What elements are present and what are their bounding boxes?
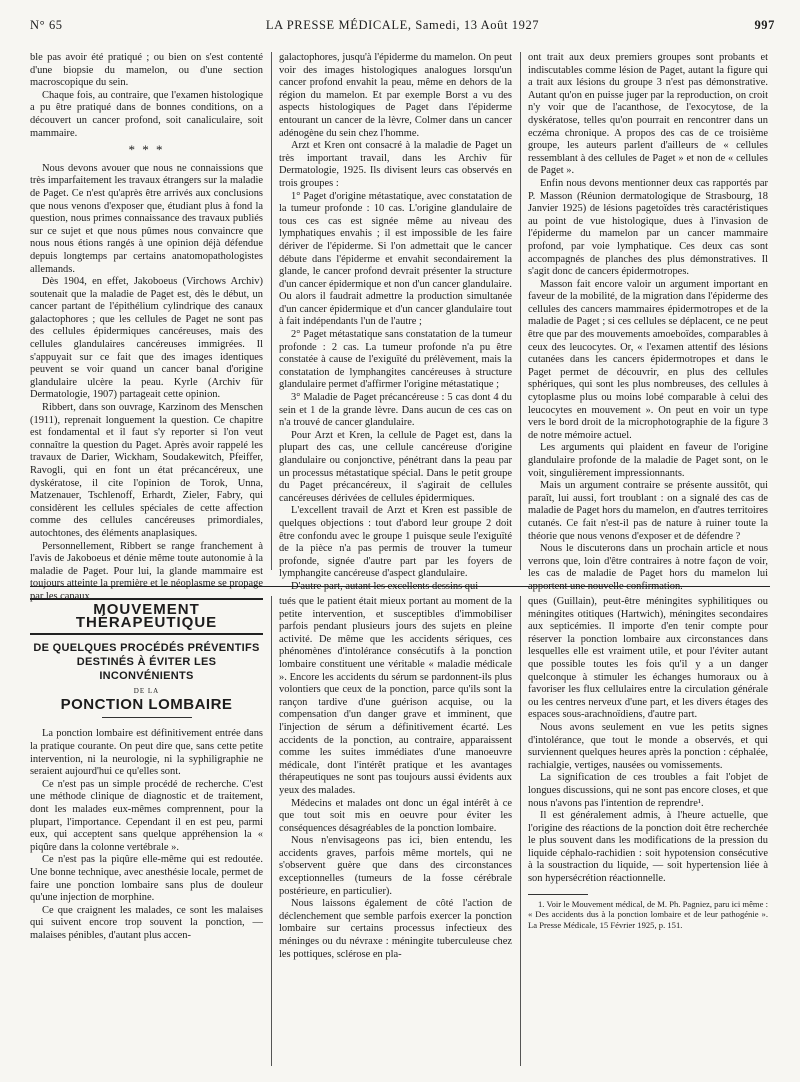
paragraph: Ribbert, dans son ouvrage, Karzinom des Menschen (1911), reprenait longuement la question. Ce chapitre est fondamental et il faut s'y reporter si l'on veut connaître la question du Paget. Après avoir rappelé les travaux de Darier, Wickham, Soudakewitch, Pfeiffer, Ravogli, qui en font un état précancéreux, une dyskératose, il cite l'opinion de Torok, Unna, Matzenauer, Tschlenoff, Erhardt, Zieler, Fabry, qui considèrent les cellules spéciales de cette affection comme des cellules cancéreuses primordiales, autochtones, des éléments anaplasiques. (30, 402, 263, 539)
title-underline (102, 717, 192, 718)
paragraph: Nous n'envisageons pas ici, bien entendu, les accidents graves, parfois même mortels, qui ne s'observent guère que dans des circonstances exceptionnelles (tumeurs de la fosse cérébrale postérieure, en particulier). (279, 835, 512, 897)
paragraph: Ce n'est pas un simple procédé de recherche. C'est une méthode clinique de diagnostic et de traitement, dont les malades eux-mêmes comprennent, pour la plupart, l'importance. Cependant il en est peu, parmi eux, qui acceptent sans quelque appréhension la « piqûre dans la colonne vertébrale ». (30, 778, 263, 853)
paragraph: 3° Maladie de Paget précancéreuse : 5 cas dont 4 du sein et 1 de la grande lèvre. Dans aucun de ces cas on n'a trouvé de cancer glandulaire. (279, 392, 512, 429)
page-number: 997 (754, 18, 775, 32)
paragraph: Ce n'est pas la piqûre elle-même qui est redoutée. Une bonne technique, avec anesthésie locale, permet de faire une ponction lombaire sans plus de douleur qu'une injection de morphine. (30, 854, 263, 904)
issue-number: N° 65 (30, 18, 63, 32)
paragraph: ques (Guillain), peut-être méningites syphilitiques ou méningites otitiques (Hartwich), méningites secondaires aux septicémies. Il importe d'en tenir compte pour réserver la ponction lombaire aux circonstances dans lesquelles elle est vraiment utile, et pour l'éviter autant que possible toutes les fois qu'il y a un danger quelconque à stimuler les échanges humoraux ou à favoriser les flux cellulaires entre la circulation générale ou les centres nerveux d'une part, et les divers étages des espaces sous-arachnoïdiens, d'autre part. (528, 596, 768, 721)
paragraph: L'excellent travail de Arzt et Kren est passible de quelques objections : tout d'abord leur groupe 2 doit être confondu avec le groupe 1 puisque seule l'exiguïté de la pièce n'a pas permis de trouver la tumeur profonde, signée d'autre part par les foyers de lymphangite cancéreuse d'aspect glandulaire. (279, 505, 512, 580)
article-paget-column-3 (528, 52, 768, 592)
article-subtitle: DE QUELQUES PROCÉDÉS PRÉVENTIFS DESTINÉS À ÉVITER LES INCONVÉNIENTS (33, 642, 260, 683)
paragraph: La signification de ces troubles a fait l'objet de longues discussions, qui ne sont pas encore closes, et que nous n'avons pas l'intention de reprendre¹. (528, 772, 768, 809)
paragraph: Pour Arzt et Kren, la cellule de Paget est, dans la plupart des cas, une cellule cancéreuse d'origine glandulaire ou conjonctive, pénétrant dans la peau par un processus métastatique spécial. Dans le petit groupe du Paget précancéreux, il s'agirait de cellules cancéreuses dérivées de cellules épidermiques. (279, 429, 512, 504)
paragraph: 2° Paget métastatique sans constatation de la tumeur profonde : 2 cas. La tumeur profonde n'a pu être constatée à cause de l'exiguïté du prélèvement, mais la constatation de lymphangites cancéreuses à structure glandulaire permet d'affirmer l'origine métastatique ; (279, 329, 512, 391)
paragraph: galactophores, jusqu'à l'épiderme du mamelon. On peut voir des images histologiques analogues lorsqu'un cancer profond envahit la peau, même en dehors de la région du mamelon. Et par exemple Borst a vu des aspects histologiques de Paget dans l'épiderme entourant un cancer de la lèvre, Colmer dans un cancer adénogène du sein chez l'homme. (279, 52, 512, 139)
running-header (30, 18, 775, 38)
paragraph: Arzt et Kren ont consacré à la maladie de Paget un très important travail, dans les Archiv für Dermatologie, 1925. Ils divisent leurs cas observés en trois groupes : (279, 140, 512, 189)
footnote-rule (528, 894, 588, 895)
article-title: PONCTION LOMBAIRE (60, 695, 233, 713)
paragraph: tués que le patient était mieux portant au moment de la petite intervention, et susceptibles d'immobiliser parfois pendant plusieurs jours des sujets en pleine activité. De même que les accidents sériques, ces phénomènes d'intolérance consécutifs à la ponction lombaire constituent une véritable « maladie médicale ». Encore les accidents du sérum se pardonnent-ils plus volontiers que ceux de la ponction, parce qu'ils sont la rançon tardive d'une guérison acquise, ou la compensation d'un danger grave et imminent, que l'injection de sérum a définitivement écarté. Les accidents de la ponction, au contraire, apparaissent comme les suites immédiates d'une manoeuvre médicale, dont l'intérêt pratique et les avantages thérapeutiques ne sont pas toujours aussi évidents aux yeux des malades. (279, 596, 512, 796)
paragraph: La ponction lombaire est définitivement entrée dans la pratique courante. On peut dire que, sans cette petite intervention, ni la neurologie, ni la syphiligraphie ne seraient aujourd'hui ce qu'elles sont. (30, 728, 263, 778)
article-subtitle-connector: DE LA (133, 687, 160, 696)
article-ponction-column-2 (279, 596, 512, 1071)
paragraph: ont trait aux deux premiers groupes sont probants et indiscutables comme lésion de Paget, autant la figure qui a trait aux lésions du groupe 3 n'est pas démonstrative. Autant qu'on en puisse juger par la reproduction, on croit n'y voir que de l'acanthose, de l'exocytose, de la dyskératose, telles qu'on pourrait en rencontrer dans un eczéma chronique. A propos des cas de ce troisième groupe, les auteurs parlent d'ailleurs de « cellules ressemblant à des cellules de Paget » et non de « cellules de Paget ». (528, 52, 768, 177)
paragraph: Il est généralement admis, à l'heure actuelle, que l'origine des réactions de la ponction doit être recherchée le plus souvent dans les modifications de la pression du liquide céphalo-rachidien : soit hypotension consécutive à la soustraction du liquide, — soit hypertension liée à son hypersécrétion réactionnelle. (528, 810, 768, 885)
paragraph: Nous le discuterons dans un prochain article et nous verrons que, loin d'être contraires à notre façon de voir, les cas de maladie de Paget hors du mamelon lui apportent une nouvelle confirmation. (528, 543, 768, 592)
footnote: 1. Voir le Mouvement médical, de M. Ph. Pagniez, paru ici même : « Des accidents dus à la ponction lombaire et de leur pathogénie ». La Presse Médicale, 15 Février 1925, p. 151. (528, 898, 768, 930)
paragraph: Nous laissons également de côté l'action de déclenchement que semble parfois exercer la ponction lombaire sur certains processus infectieux des méninges ou du névraxe : méningite tuberculeuse chez les pottiques, sclérose en pla- (279, 898, 512, 960)
paragraph: Enfin nous devons mentionner deux cas rapportés par P. Masson (Réunion dermatologique de Strasbourg, 18 Janvier 1925) de lésions pagetoïdes très caractéristiques au point de vue histologique, dues à l'invasion de l'épiderme du mamelon par un cancer mammaire profond, par voie lymphatique. Ces deux cas sont accompagnés de planches des plus démonstratives. Il s'agit donc de cancers épidermotropes. (528, 177, 768, 278)
paragraph: Personnellement, Ribbert se range franchement à l'avis de Jakoboeus et dénie même toute autonomie à la maladie de Paget. Pour lui, la glande mammaire est toujours atteinte la première et le néoplasme se propage par les canaux (30, 540, 263, 602)
paragraph: Les arguments qui plaident en faveur de l'origine glandulaire profonde de la maladie de Paget sont, on le voit, singulièrement impressionnants. (528, 442, 768, 479)
journal-title: LA PRESSE MÉDICALE, Samedi, 13 Août 1927 (265, 18, 540, 32)
paragraph: Dès 1904, en effet, Jakoboeus (Virchows Archiv) soutenait que la maladie de Paget est, dès le début, un cancer partant de l'épithélium cylindrique des canaux galactophores ; que les cellules de Paget ne sont pas des cellules épidermiques cancéreuses, mais des cellules glandulaires cancéreuses immigrées. Il s'appuyait sur ce fait que des images identiques peuvent se voir quand un cancer banal d'origine glandulaire ulcère la peau. Kyrle (Archiv für Dermatologie, 1907) partageait cette opinion. (30, 276, 263, 401)
column-rule (520, 52, 521, 570)
article-paget-column-1 (30, 52, 263, 602)
article-ponction-column-1 (30, 596, 263, 1071)
paragraph: Ce que craignent les malades, ce sont les malaises qui suivent encore trop souvent la ponction, — malaises pénibles, d'autant plus accen- (30, 904, 263, 941)
paragraph: Médecins et malades ont donc un égal intérêt à ce que tout soit mis en oeuvre pour éviter les conséquences désagréables de la ponction lombaire. (279, 797, 512, 834)
paragraph: Chaque fois, au contraire, que l'examen histologique a pu être pratiqué dans de bonnes conditions, on a découvert un cancer profond, soit canaliculaire, soit mammaire. (30, 89, 263, 139)
paragraph: 1° Paget d'origine métastatique, avec constatation de la tumeur profonde : 10 cas. L'origine glandulaire de tous ces cas est signée même au niveau des lymphatiques envahis ; il est impossible de les faire dériver de l'épiderme. Si l'on admettait que le cancer débute dans l'épiderme et envahit secondairement la glande, le cancer profond devrait présenter la structure d'un cancer épidermique et non d'un cancer glandulaire. Ou alors il faudrait admettre la production simultanée d'un cancer épidermique et d'un cancer glandulaire tout à fait indépendants l'un de l'autre ; (279, 190, 512, 328)
paragraph: Mais un argument contraire se présente aussitôt, qui paraît, lui aussi, fort troublant : on a signalé des cas de maladie de Paget hors du mamelon, en d'autres territoires cutanés. Ce fait n'est-il pas de nature à ruiner toute la théorie que nous venons d'exposer et de défendre ? (528, 480, 768, 542)
column-rule (520, 596, 521, 1066)
section-separator-stars: * * * (128, 142, 165, 158)
paragraph: D'autre part, autant les excellents dessins qui (291, 580, 479, 592)
paragraph: Nous avons seulement en vue les petits signes d'intolérance, que tout le monde a observés, et qui surviennent quelques heures après la ponction : céphalée, rachialgie, vertiges, nausées ou vomissements. (528, 721, 768, 771)
paragraph: ble pas avoir été pratiqué ; ou bien on s'est contenté d'une biopsie du mamelon, ou d'une section macroscopique du sein. (30, 52, 263, 89)
article-separator-rule (30, 586, 770, 587)
paragraph: Nous devons avouer que nous ne connaissions que très imparfaitement les travaux étrangers sur la maladie de Paget. Ce n'est qu'après être arrivés aux conclusions que nous venons d'exposer que, étudiant plus à fond la question, nous primes connaissance des travaux publiés sur ce sujet et que nous pûmes nous convaincre que nous nous étions rangés à une opinion déjà défendue depuis longtemps par certains anatomopathologistes allemands. (30, 162, 263, 275)
article-paget-column-2 (279, 52, 512, 592)
paragraph: Masson fait encore valoir un argument important en faveur de la mobilité, de la migration dans l'épiderme des cellules des cancers mammaires épidermotropes et de la maladie de Paget ; si ces cellules se déplacent, ce ne peut être que par des mouvements amoeboïdes, comparables à ceux des leucocytes. Or, « l'examen attentif des lésions cutanées dans les cancers épidermotropes et dans le Paget permet de découvrir, en plus des cellules sphériques, qui sont les plus nombreuses, des cellules à cytoplasme plus ou moins lobé comparable à celui des leucocytes en mouvement ». On peut en voir un type vers le bord droit de la microphotographie de la figure 3 de notre mémoire actuel. (528, 278, 768, 441)
column-rule (271, 52, 272, 570)
column-rule (271, 596, 272, 1066)
section-title: MOUVEMENT THÉRAPEUTIQUE (30, 598, 263, 635)
article-ponction-column-3 (528, 596, 768, 1071)
